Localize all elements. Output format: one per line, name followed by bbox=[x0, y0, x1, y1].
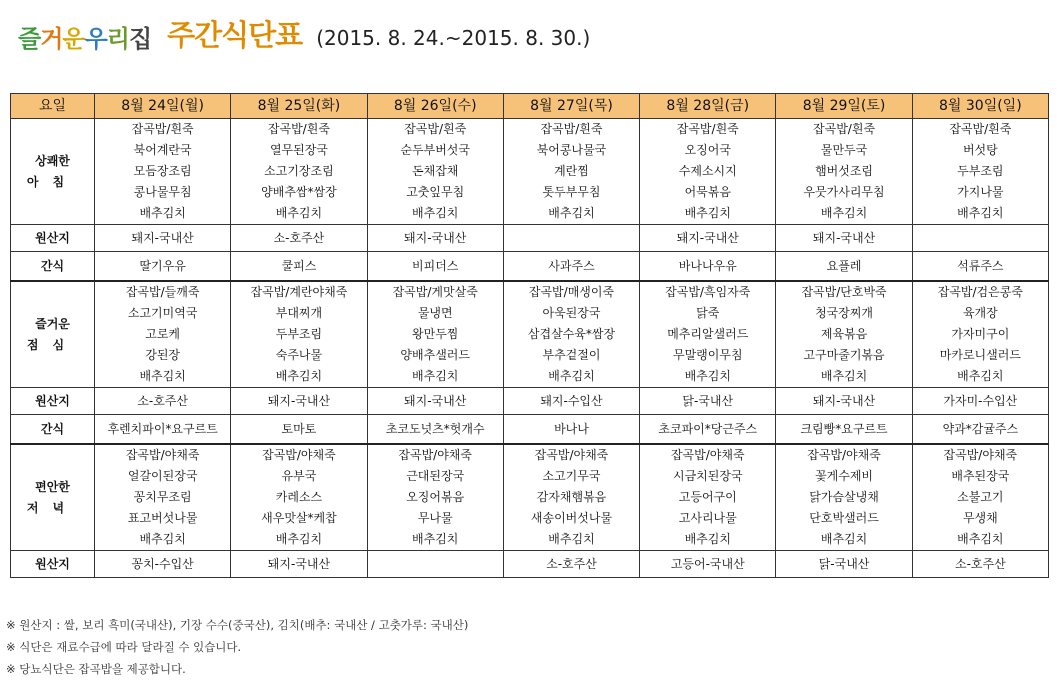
day-header: 8월 27일(목) bbox=[503, 94, 639, 119]
menu-cell bbox=[95, 444, 231, 551]
day-header: 8월 24일(월) bbox=[95, 94, 231, 119]
menu-item: 물냉면 bbox=[417, 306, 453, 320]
snack-cell: 초코도넛츠*헛개수 bbox=[367, 415, 503, 445]
origin-cell: 소-호주산 bbox=[95, 388, 231, 415]
menu-item: 소고기장조림 bbox=[264, 164, 334, 178]
menu-item: 잡곡밥/계란야채죽 bbox=[250, 285, 348, 299]
menu-item: 육개장 bbox=[962, 306, 998, 320]
footer-notes bbox=[6, 614, 468, 680]
menu-cell bbox=[640, 281, 776, 388]
footer-note: ※ 당뇨식단은 잡곡밥을 제공합니다. bbox=[6, 662, 186, 676]
meal-label-line2: 저녁 bbox=[26, 500, 79, 515]
origin-cell: 소-호주산 bbox=[231, 225, 367, 252]
menu-cell bbox=[640, 444, 776, 551]
menu-cell bbox=[912, 281, 1048, 388]
menu-item: 소고기미역국 bbox=[127, 306, 198, 320]
origin-cell: 돼지-국내산 bbox=[367, 225, 503, 252]
menu-item: 오징어국 bbox=[684, 143, 731, 157]
menu-item: 잡곡밥/흑임자죽 bbox=[665, 285, 751, 299]
menu-item: 단호박샐러드 bbox=[809, 511, 879, 525]
menu-item: 잡곡밥/야채죽 bbox=[534, 448, 609, 462]
menu-item: 배추김치 bbox=[548, 369, 595, 383]
menu-item: 고등어구이 bbox=[678, 490, 737, 504]
origin-cell: 돼지-국내산 bbox=[95, 225, 231, 252]
origin-cell bbox=[367, 551, 503, 578]
page-title: 주간식단표 bbox=[167, 18, 303, 52]
origin-cell: 닭-국내산 bbox=[640, 388, 776, 415]
menu-item: 배추김치 bbox=[820, 206, 868, 220]
menu-item: 배추김치 bbox=[820, 532, 868, 546]
menu-item: 북어콩나물국 bbox=[536, 143, 607, 157]
origin-cell: 소-호주산 bbox=[912, 551, 1048, 578]
menu-cell bbox=[503, 444, 639, 551]
menu-item: 배추김치 bbox=[275, 369, 323, 383]
meal-row-dinner bbox=[11, 444, 1049, 551]
menu-item: 물만두국 bbox=[820, 143, 868, 157]
origin-cell: 돼지-국내산 bbox=[776, 388, 912, 415]
meal-label-line2: 점심 bbox=[26, 337, 79, 352]
menu-item: 배추김치 bbox=[412, 369, 459, 383]
footer-note: ※ 식단은 재료수급에 따라 달라질 수 있습니다. bbox=[6, 640, 242, 654]
weekly-menu-table bbox=[10, 93, 1049, 578]
origin-cell: 돼지-수입산 bbox=[503, 388, 639, 415]
brand-char: 즐 bbox=[18, 25, 41, 53]
menu-item: 무나물 bbox=[417, 511, 453, 525]
menu-item: 잡곡밥/야채죽 bbox=[670, 448, 745, 462]
snack-cell: 사과주스 bbox=[503, 252, 639, 282]
menu-item: 양배추쌈*쌈장 bbox=[261, 185, 337, 199]
menu-item: 배추김치 bbox=[548, 206, 595, 220]
origin-cell: 돼지-국내산 bbox=[231, 388, 367, 415]
menu-item: 감자채햄볶음 bbox=[536, 490, 607, 504]
origin-cell: 꽁치-수입산 bbox=[95, 551, 231, 578]
table-header-row bbox=[11, 94, 1049, 119]
menu-item: 소불고기 bbox=[957, 490, 1004, 504]
origin-row bbox=[11, 388, 1049, 415]
menu-item: 고구마줄기볶음 bbox=[803, 348, 885, 362]
day-header: 8월 28일(금) bbox=[640, 94, 776, 119]
menu-item: 잡곡밥/야채죽 bbox=[398, 448, 472, 462]
snack-label: 간식 bbox=[11, 252, 95, 282]
menu-item: 배추김치 bbox=[957, 206, 1004, 220]
brand-char: 거 bbox=[40, 25, 63, 53]
menu-item: 잡곡밥/들깨죽 bbox=[125, 285, 200, 299]
day-header: 8월 25일(화) bbox=[231, 94, 367, 119]
menu-item: 배추김치 bbox=[139, 532, 186, 546]
menu-item: 강된장 bbox=[145, 348, 181, 362]
snack-cell: 쿨피스 bbox=[231, 252, 367, 282]
origin-label: 원산지 bbox=[11, 551, 95, 578]
brand-char: 운 bbox=[62, 25, 85, 53]
menu-item: 오징어볶음 bbox=[406, 490, 465, 504]
menu-item: 새송이버섯나물 bbox=[530, 511, 613, 525]
menu-item: 부추겉절이 bbox=[542, 348, 601, 362]
menu-item: 계란찜 bbox=[554, 164, 589, 178]
menu-item: 잡곡밥/흰죽 bbox=[540, 122, 603, 136]
origin-label: 원산지 bbox=[11, 388, 95, 415]
menu-item: 무말랭이무침 bbox=[672, 348, 743, 362]
menu-item: 톳두부무침 bbox=[542, 185, 601, 199]
menu-item: 잡곡밥/야채죽 bbox=[125, 448, 200, 462]
origin-row bbox=[11, 225, 1049, 252]
brand-logo bbox=[18, 19, 151, 54]
menu-item: 가자미구이 bbox=[951, 327, 1010, 341]
snack-row bbox=[11, 415, 1049, 445]
meal-label-line1: 즐거운 bbox=[35, 316, 70, 331]
snack-cell: 크림빵*요구르트 bbox=[776, 415, 912, 445]
menu-cell bbox=[503, 281, 639, 388]
menu-item: 잡곡밥/매생이죽 bbox=[528, 285, 615, 299]
menu-item: 아욱된장국 bbox=[542, 306, 601, 320]
origin-cell: 돼지-국내산 bbox=[231, 551, 367, 578]
menu-item: 열무된장국 bbox=[269, 143, 328, 157]
origin-cell bbox=[503, 225, 639, 252]
menu-cell bbox=[503, 119, 639, 225]
menu-cell bbox=[776, 281, 912, 388]
meal-label-line1: 상쾌한 bbox=[35, 153, 70, 168]
menu-item: 숙주나물 bbox=[275, 348, 323, 362]
snack-cell: 초코파이*당근주스 bbox=[640, 415, 776, 445]
date-period: (2015. 8. 24.~2015. 8. 30.) bbox=[316, 26, 591, 50]
menu-cell bbox=[95, 119, 231, 225]
menu-item: 모듬장조림 bbox=[133, 164, 192, 178]
menu-item: 꽃게수제비 bbox=[815, 469, 874, 483]
menu-item: 배추김치 bbox=[957, 532, 1004, 546]
menu-item: 카레소스 bbox=[275, 490, 323, 504]
origin-cell: 고등어-국내산 bbox=[640, 551, 776, 578]
menu-cell bbox=[367, 444, 503, 551]
meal-row-lunch bbox=[11, 281, 1049, 388]
menu-item: 잡곡밥/흰죽 bbox=[813, 122, 876, 136]
origin-label: 원산지 bbox=[11, 225, 95, 252]
menu-item: 부대찌개 bbox=[275, 306, 323, 320]
menu-item: 두부조림 bbox=[957, 164, 1004, 178]
menu-item: 배추김치 bbox=[684, 369, 731, 383]
menu-item: 새우맛살*케찹 bbox=[261, 511, 337, 525]
menu-item: 배추김치 bbox=[275, 206, 323, 220]
snack-cell: 바나나 bbox=[503, 415, 639, 445]
meal-label bbox=[11, 119, 95, 225]
menu-item: 잡곡밥/흰죽 bbox=[949, 122, 1012, 136]
menu-item: 배추김치 bbox=[957, 369, 1004, 383]
menu-item: 고사리나물 bbox=[678, 511, 737, 525]
page-header bbox=[18, 14, 590, 54]
menu-cell bbox=[367, 281, 503, 388]
menu-item: 수제소시지 bbox=[678, 164, 737, 178]
menu-item: 잡곡밥/게맛살죽 bbox=[392, 285, 478, 299]
menu-item: 잡곡밥/흰죽 bbox=[131, 122, 194, 136]
menu-item: 잡곡밥/야채죽 bbox=[943, 448, 1018, 462]
meal-label-line1: 편안한 bbox=[35, 479, 70, 494]
menu-item: 북어계란국 bbox=[133, 143, 192, 157]
snack-cell: 요플레 bbox=[776, 252, 912, 282]
menu-item: 시금치된장국 bbox=[672, 469, 743, 483]
menu-item: 배추김치 bbox=[275, 532, 323, 546]
menu-item: 배추김치 bbox=[139, 369, 186, 383]
menu-item: 근대된장국 bbox=[406, 469, 465, 483]
menu-item: 마카로니샐러드 bbox=[939, 348, 1021, 362]
menu-item: 잡곡밥/야채죽 bbox=[807, 448, 881, 462]
menu-item: 잡곡밥/흰죽 bbox=[676, 122, 739, 136]
menu-item: 잡곡밥/흰죽 bbox=[404, 122, 467, 136]
menu-cell bbox=[231, 281, 367, 388]
menu-item: 얼갈이된장국 bbox=[127, 469, 198, 483]
menu-cell bbox=[776, 444, 912, 551]
meal-label bbox=[11, 281, 95, 388]
menu-cell bbox=[231, 119, 367, 225]
menu-item: 잡곡밥/흰죽 bbox=[267, 122, 330, 136]
menu-cell bbox=[912, 119, 1048, 225]
menu-item: 콩나물무침 bbox=[133, 185, 192, 199]
brand-char: 집 bbox=[128, 25, 152, 53]
origin-cell: 돼지-국내산 bbox=[640, 225, 776, 252]
snack-cell: 석류주스 bbox=[912, 252, 1048, 282]
day-header: 8월 26일(수) bbox=[367, 94, 503, 119]
snack-row bbox=[11, 252, 1049, 282]
menu-item: 순두부버섯국 bbox=[400, 143, 470, 157]
snack-cell: 바나나우유 bbox=[640, 252, 776, 282]
menu-cell bbox=[640, 119, 776, 225]
menu-item: 고춧잎무침 bbox=[406, 185, 465, 199]
menu-item: 두부조림 bbox=[275, 327, 323, 341]
day-header: 8월 29일(토) bbox=[776, 94, 912, 119]
footer-note: ※ 원산지 : 쌀, 보리 흑미(국내산), 기장 수수(중국산), 김치(배추: 국내산 / 고춧가루: 국내산) bbox=[6, 618, 469, 632]
snack-cell: 비피더스 bbox=[367, 252, 503, 282]
menu-item: 왕만두찜 bbox=[412, 327, 459, 341]
menu-item: 배추김치 bbox=[684, 206, 731, 220]
origin-cell: 돼지-국내산 bbox=[776, 225, 912, 252]
origin-cell: 닭-국내산 bbox=[776, 551, 912, 578]
snack-cell: 약과*감귤주스 bbox=[912, 415, 1048, 445]
menu-cell bbox=[95, 281, 231, 388]
menu-item: 배추김치 bbox=[412, 532, 459, 546]
menu-item: 배추김치 bbox=[820, 369, 868, 383]
menu-cell bbox=[776, 119, 912, 225]
snack-label: 간식 bbox=[11, 415, 95, 445]
origin-cell: 돼지-국내산 bbox=[367, 388, 503, 415]
menu-cell bbox=[231, 444, 367, 551]
snack-cell: 토마토 bbox=[231, 415, 367, 445]
menu-item: 무생채 bbox=[962, 511, 998, 525]
origin-cell: 소-호주산 bbox=[503, 551, 639, 578]
menu-item: 표고버섯나물 bbox=[127, 511, 198, 525]
menu-item: 배추김치 bbox=[139, 206, 186, 220]
snack-cell: 후렌치파이*요구르트 bbox=[95, 415, 231, 445]
menu-item: 닭죽 bbox=[696, 306, 720, 320]
menu-item: 꽁치무조림 bbox=[133, 490, 192, 504]
meal-row-breakfast bbox=[11, 119, 1049, 225]
menu-item: 고로케 bbox=[145, 327, 181, 341]
menu-item: 제육볶음 bbox=[820, 327, 868, 341]
menu-item: 메추리알샐러드 bbox=[667, 327, 749, 341]
menu-item: 잡곡밥/야채죽 bbox=[262, 448, 336, 462]
menu-item: 소고기무국 bbox=[542, 469, 601, 483]
menu-item: 어묵볶음 bbox=[684, 185, 731, 199]
menu-item: 양배추샐러드 bbox=[400, 348, 470, 362]
menu-item: 돈채잡채 bbox=[412, 164, 459, 178]
menu-item: 배추된장국 bbox=[951, 469, 1010, 483]
menu-item: 삼겹살수육*쌈장 bbox=[527, 327, 616, 341]
menu-item: 배추김치 bbox=[684, 532, 731, 546]
corner-header: 요일 bbox=[11, 94, 95, 119]
menu-item: 가지나물 bbox=[957, 185, 1004, 199]
origin-cell: 가자미-수입산 bbox=[912, 388, 1048, 415]
meal-label bbox=[11, 444, 95, 551]
origin-row bbox=[11, 551, 1049, 578]
menu-item: 잡곡밥/단호박죽 bbox=[801, 285, 887, 299]
menu-item: 햄버섯조림 bbox=[815, 164, 874, 178]
menu-cell bbox=[367, 119, 503, 225]
day-header: 8월 30일(일) bbox=[912, 94, 1048, 119]
menu-item: 배추김치 bbox=[548, 532, 595, 546]
origin-cell bbox=[912, 225, 1048, 252]
brand-char: 리 bbox=[106, 25, 129, 53]
menu-item: 잡곡밥/검은콩죽 bbox=[937, 285, 1023, 299]
menu-cell bbox=[912, 444, 1048, 551]
menu-item: 닭가슴살냉채 bbox=[809, 490, 879, 504]
snack-cell: 딸기우유 bbox=[95, 252, 231, 282]
menu-item: 청국장찌개 bbox=[815, 306, 874, 320]
meal-label-line2: 아침 bbox=[26, 174, 79, 189]
menu-item: 유부국 bbox=[281, 469, 317, 483]
menu-item: 버섯탕 bbox=[962, 143, 998, 157]
menu-item: 배추김치 bbox=[412, 206, 459, 220]
brand-char: 우 bbox=[84, 25, 107, 53]
menu-item: 우뭇가사리무침 bbox=[803, 185, 885, 199]
